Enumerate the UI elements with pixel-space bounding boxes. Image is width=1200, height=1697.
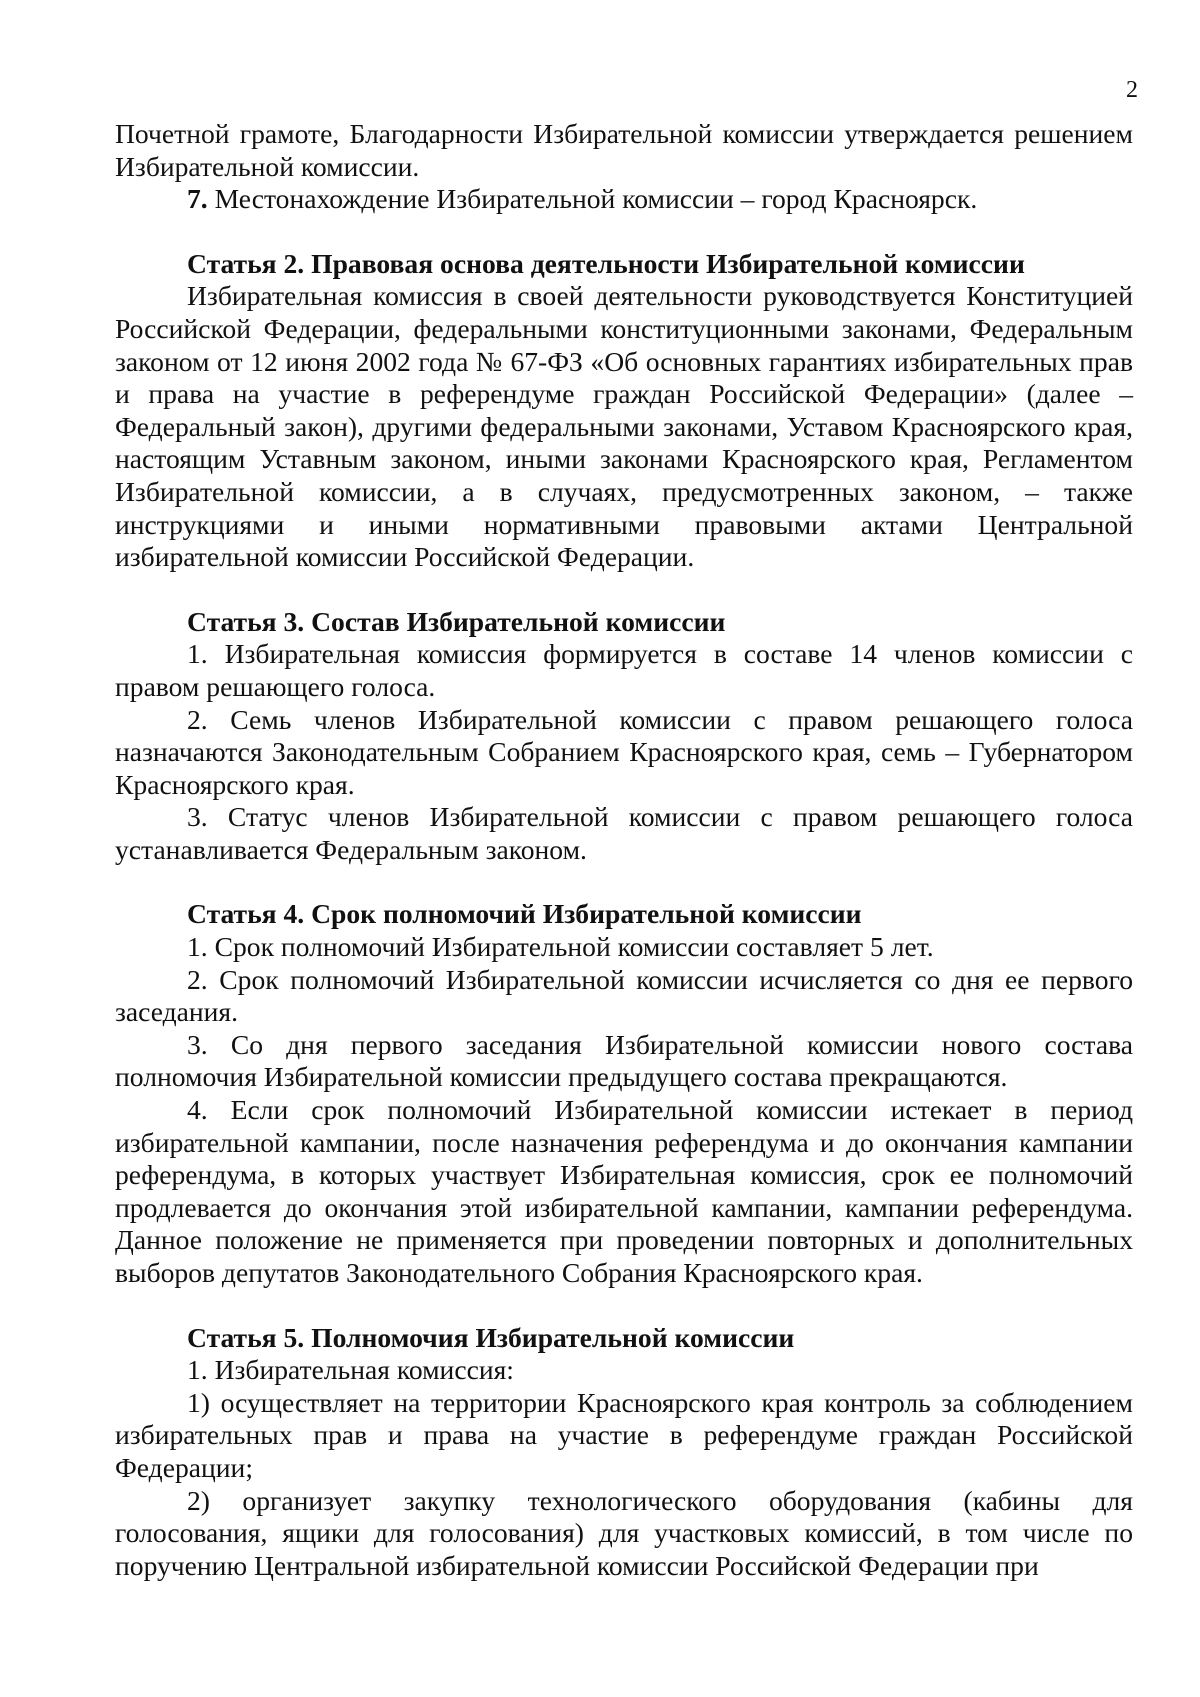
article-5-paragraph-1: 1. Избирательная комиссия: — [187, 1354, 514, 1386]
article-2 — [115, 248, 1133, 574]
page-number: 2 — [1126, 77, 1138, 103]
section-spacer — [115, 574, 1133, 606]
article-4-paragraph-4: 4. Если срок полномочий Избирательной комиссии истекает в период избирательной кампании, после назначения референдума и до окончания кампании референдума, в которых участвует Избирательная комиссия, срок ее полномочий продлевается до окончания этой избирательной кампании, кампании референдума. Данное положение не применяется при проведении повторных и дополнительных выборов депутатов Законодательного Собрания Красноярского края. — [115, 1094, 1133, 1288]
item-7-text: Местонахождение Избирательной комиссии – город Красноярск. — [207, 183, 978, 215]
intro-item-7 — [115, 183, 1133, 216]
article-4-paragraph-3: 3. Со дня первого заседания Избирательной комиссии нового состава полномочия Избирательной комиссии предыдущего состава прекращаются. — [115, 1028, 1133, 1093]
article-3-heading: Статья 3. Состав Избирательной комиссии — [187, 605, 726, 637]
article-4-paragraph-1: 1. Срок полномочий Избирательной комиссии составляет 5 лет. — [187, 931, 934, 963]
article-5-heading: Статья 5. Полномочия Избирательной комиссии — [187, 1321, 795, 1353]
article-4 — [115, 898, 1133, 1289]
item-7-number: 7. — [187, 183, 208, 215]
article-5 — [115, 1322, 1133, 1583]
article-3-paragraph-3: 3. Статус членов Избирательной комиссии с правом решающего голоса устанавливается Федеральным законом. — [115, 801, 1133, 865]
article-5-paragraph-2: 1) осуществляет на территории Красноярского края контроль за соблюдением избирательных прав и права на участие в референдуме граждан Российской Федерации; — [115, 1386, 1133, 1483]
article-3 — [115, 606, 1133, 867]
document-body — [115, 118, 1133, 1582]
article-2-paragraph-1: Избирательная комиссия в своей деятельности руководствуется Конституцией Российской Федерации, федеральными конституционными законами, Федеральным законом от 12 июня 2002 года № 67-ФЗ «Об основных гарантиях избирательных прав и права на участие в референдуме граждан Российской Федерации» (далее – Федеральный закон), другими федеральными законами, Уставом Красноярского края, настоящим Уставным законом, иными законами Красноярского края, Регламентом Избирательной комиссии, а в случаях, предусмотренных законом, – также инструкциями и иными нормативными правовыми актами Центральной избирательной комиссии Российской Федерации. — [115, 280, 1133, 573]
article-3-paragraph-2: 2. Семь членов Избирательной комиссии с правом решающего голоса назначаются Законодательным Собранием Красноярского края, семь – Губернатором Красноярского края. — [115, 703, 1133, 800]
section-spacer — [115, 1290, 1133, 1322]
section-spacer — [115, 216, 1133, 248]
article-3-paragraph-1: 1. Избирательная комиссия формируется в составе 14 членов комиссии с правом решающего голоса. — [115, 638, 1133, 702]
article-4-heading: Статья 4. Срок полномочий Избирательной комиссии — [187, 898, 862, 930]
article-5-paragraph-3: 2) организует закупку технологического оборудования (кабины для голосования, ящики для голосования) для участковых комиссий, в том числе по поручению Центральной избирательной комиссии Российской Федерации при — [115, 1484, 1133, 1581]
intro-paragraph: Почетной грамоте, Благодарности Избирательной комиссии утверждается решением Избирательной комиссии. — [115, 118, 1133, 182]
section-spacer — [115, 866, 1133, 898]
article-4-paragraph-2: 2. Срок полномочий Избирательной комиссии исчисляется со дня ее первого заседания. — [115, 963, 1133, 1028]
article-2-heading: Статья 2. Правовая основа деятельности Избирательной комиссии — [187, 247, 1025, 279]
